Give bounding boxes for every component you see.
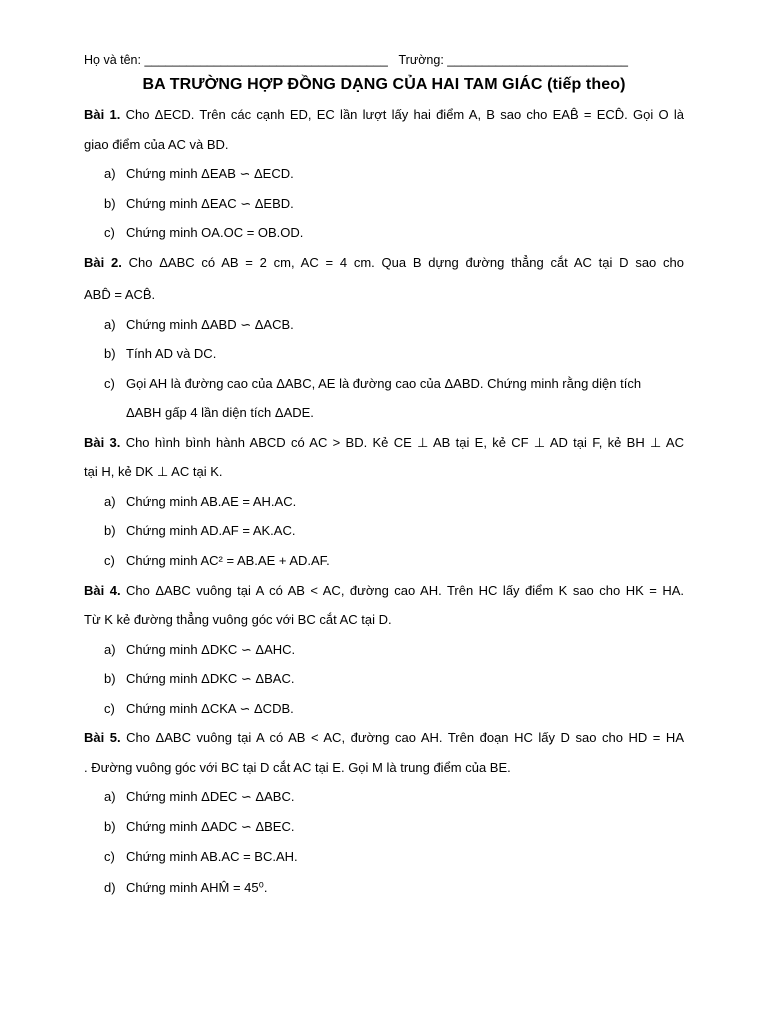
problem-2-item-c-continuation: ΔABH gấp 4 lần diện tích ΔADE. — [126, 405, 314, 420]
problem-5-label: Bài 5. — [84, 730, 121, 745]
problem-2-item-b: b) Tính AD và DC. — [104, 346, 217, 361]
problem-1-line-2: giao điểm của AC và BD. — [84, 137, 229, 152]
problem-1-item-c: c) Chứng minh OA.OC = OB.OD. — [104, 225, 304, 240]
problem-3-item-b: b) Chứng minh AD.AF = AK.AC. — [104, 523, 296, 538]
problem-1-label: Bài 1. — [84, 107, 121, 122]
problem-3-line-1: Bài 3. Cho hình bình hành ABCD có AC > BD. Kẻ CE ⊥ AB tại E, kẻ CF ⊥ AD tại F, kẻ BH ⊥ AC — [84, 435, 684, 450]
problem-2-item-c: c) Gọi AH là đường cao của ΔABC, AE là đường cao của ΔABD. Chứng minh rằng diện tích — [104, 376, 642, 391]
problem-3-line-2: tại H, kẻ DK ⊥ AC tại K. — [84, 464, 223, 479]
problem-3-item-a: a) Chứng minh AB.AE = AH.AC. — [104, 494, 297, 509]
problem-2-line-2: ABD̂ = ACB̂. — [84, 287, 156, 302]
problem-1-item-a: a) Chứng minh ΔEAB ∽ ΔECD. — [104, 166, 294, 181]
problem-5-item-c: c) Chứng minh AB.AC = BC.AH. — [104, 849, 298, 864]
problem-2-label: Bài 2. — [84, 255, 122, 270]
page-title: BA TRƯỜNG HỢP ĐỒNG DẠNG CỦA HAI TAM GIÁC (tiếp theo) — [142, 76, 626, 93]
problem-5-item-a: a) Chứng minh ΔDEC ∽ ΔABC. — [104, 789, 295, 804]
school-field-label: Trường: __________________________ — [398, 53, 629, 67]
problem-4-item-c: c) Chứng minh ΔCKA ∽ ΔCDB. — [104, 701, 294, 716]
problem-1-item-b: b) Chứng minh ΔEAC ∽ ΔEBD. — [104, 196, 294, 211]
problem-3-label: Bài 3. — [84, 435, 121, 450]
problem-5-line-2: . Đường vuông góc với BC tại D cắt AC tại E. Gọi M là trung điểm của BE. — [84, 760, 511, 775]
problem-4-item-a: a) Chứng minh ΔDKC ∽ ΔAHC. — [104, 642, 296, 657]
problem-4-item-b: b) Chứng minh ΔDKC ∽ ΔBAC. — [104, 671, 295, 686]
problem-5-item-b: b) Chứng minh ΔADC ∽ ΔBEC. — [104, 819, 295, 834]
student-info-header — [84, 53, 684, 67]
problem-4-line-2: Từ K kẻ đường thẳng vuông góc với BC cắt AC tại D. — [84, 612, 392, 627]
problem-2-item-a: a) Chứng minh ΔABD ∽ ΔACB. — [104, 317, 294, 332]
problem-2-line-1: Bài 2. Cho ΔABC có AB = 2 cm, AC = 4 cm. Qua B dựng đường thẳng cắt AC tại D sao cho — [84, 255, 685, 270]
problem-5-item-d: d) Chứng minh AHM̂ = 45⁰. — [104, 880, 268, 895]
problem-5-line-1: Bài 5. Cho ΔABC vuông tại A có AB < AC, đường cao AH. Trên đoạn HC lấy D sao cho HD = HA — [84, 730, 684, 745]
problem-4-label: Bài 4. — [84, 583, 121, 598]
problem-4-line-1: Bài 4. Cho ΔABC vuông tại A có AB < AC, đường cao AH. Trên HC lấy điểm K sao cho HK = HA. — [84, 583, 684, 598]
problem-3-item-c: c) Chứng minh AC² = AB.AE + AD.AF. — [104, 553, 330, 568]
problem-1-line-1: Bài 1. Cho ΔECD. Trên các cạnh ED, EC lần lượt lấy hai điểm A, B sao cho EAB̂ = ECD̂. Gọi O là — [84, 107, 684, 122]
name-field-label: Họ và tên: ___________________________________ — [84, 53, 388, 67]
